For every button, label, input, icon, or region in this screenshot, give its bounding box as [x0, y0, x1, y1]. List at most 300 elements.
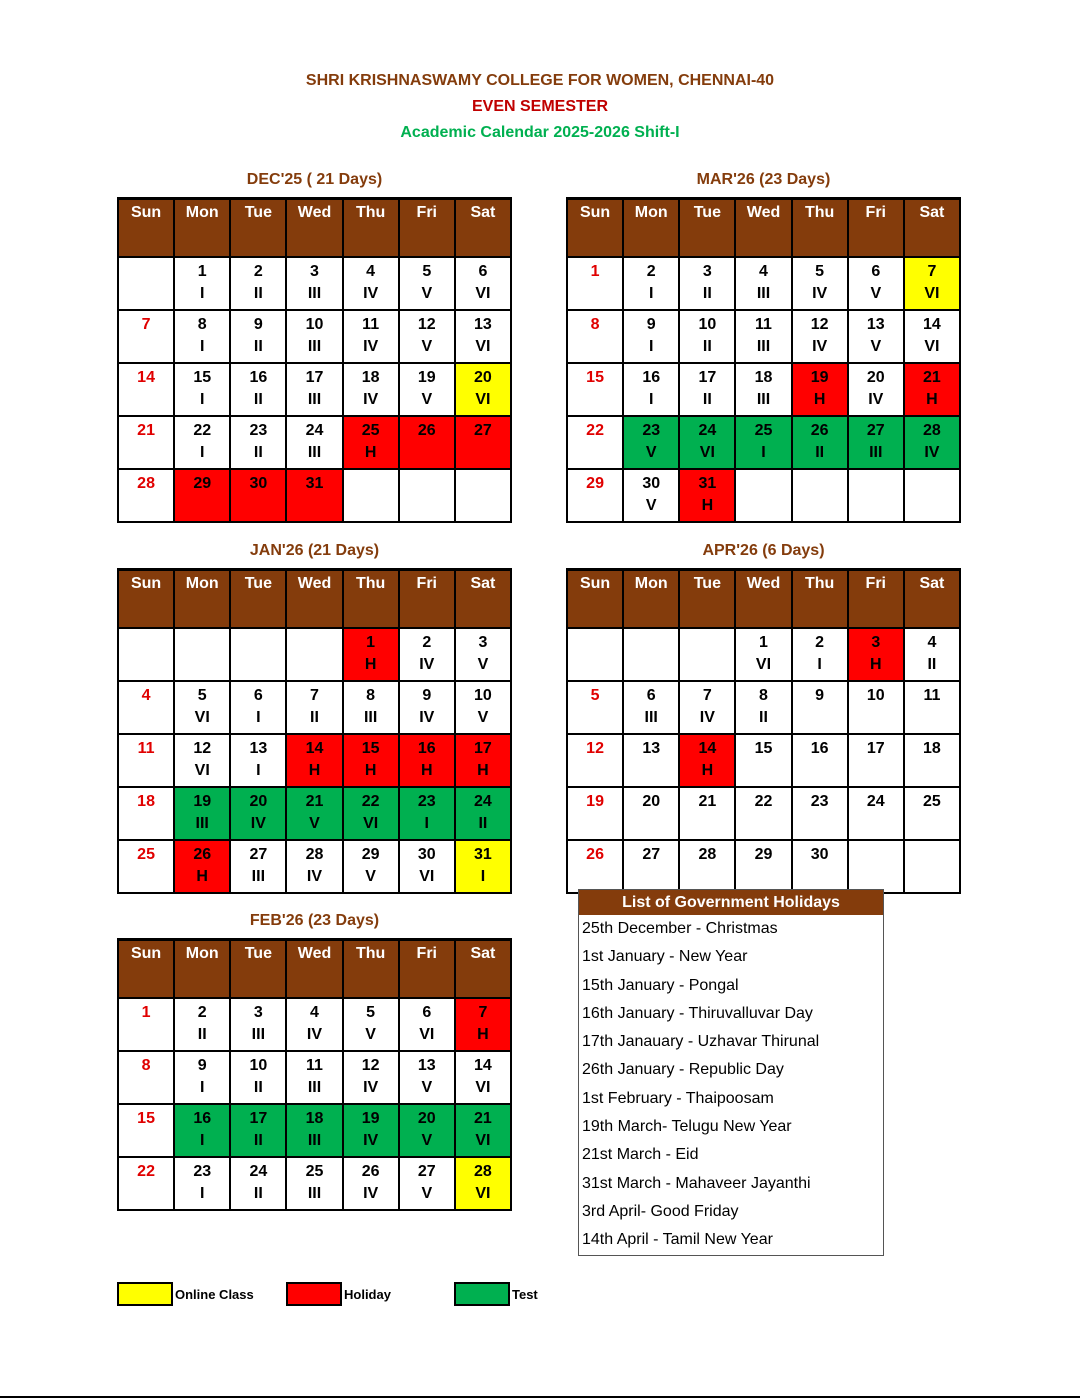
week-row	[567, 416, 960, 469]
day-order	[119, 1077, 173, 1099]
day-number: 19	[361, 1110, 380, 1127]
day-order: IV	[419, 709, 435, 726]
day-number: 20	[866, 369, 885, 386]
day-number: 5	[815, 263, 825, 280]
day-order	[905, 760, 959, 782]
holiday-item: 21st March - Eid	[582, 1146, 699, 1164]
day-cell	[792, 734, 848, 787]
day-order	[400, 442, 454, 464]
day-cell	[118, 1051, 174, 1104]
day-order	[624, 813, 678, 835]
day-number: 21	[923, 369, 941, 386]
day-cell	[230, 1104, 286, 1157]
weekday-header: Tue	[679, 570, 735, 629]
day-number: 16	[249, 369, 268, 386]
day-order: II	[253, 338, 263, 355]
day-cell	[455, 1157, 511, 1210]
day-number: 15	[137, 1110, 155, 1127]
day-number: 6	[253, 687, 263, 704]
day-order: IV	[363, 338, 379, 355]
college-name: SHRI KRISHNASWAMY COLLEGE FOR WOMEN, CHENNAI-40	[305, 72, 775, 89]
day-cell	[679, 628, 735, 681]
day-order: V	[421, 1132, 433, 1149]
day-number: 1	[366, 634, 376, 651]
day-cell	[848, 681, 904, 734]
day-cell	[455, 310, 511, 363]
day-order	[456, 495, 510, 517]
day-order: I	[199, 391, 205, 408]
day-order: IV	[699, 709, 715, 726]
day-cell	[343, 628, 399, 681]
day-order	[905, 866, 959, 888]
day-order	[624, 654, 678, 676]
day-number: 8	[590, 316, 600, 333]
week-row	[567, 840, 960, 893]
day-number: 8	[141, 1057, 151, 1074]
day-order: III	[756, 285, 771, 302]
day-cell	[679, 257, 735, 310]
day-number: 31	[698, 475, 717, 492]
day-number	[456, 473, 510, 495]
holiday-item: 26th January - Republic Day	[582, 1061, 784, 1079]
day-cell	[399, 734, 455, 787]
day-cell	[286, 1157, 342, 1210]
day-number: 21	[474, 1110, 492, 1127]
weekday-header: Mon	[174, 199, 230, 258]
day-order	[344, 495, 398, 517]
day-number: 20	[474, 369, 492, 386]
month-calendar-apr	[566, 542, 961, 894]
day-cell	[343, 1104, 399, 1157]
day-number: 11	[362, 316, 380, 333]
day-order: I	[648, 391, 654, 408]
day-number: 29	[754, 846, 773, 863]
day-cell	[848, 257, 904, 310]
day-number: 22	[586, 422, 604, 439]
day-number: 4	[927, 634, 937, 651]
day-cell	[118, 416, 174, 469]
day-cell	[399, 257, 455, 310]
holiday-item: 17th Janauary - Uzhavar Thirunal	[582, 1033, 820, 1051]
day-order: II	[197, 1026, 207, 1043]
day-cell	[904, 787, 960, 840]
day-order	[568, 760, 622, 782]
day-number: 13	[866, 316, 885, 333]
weekday-header: Sun	[567, 199, 623, 258]
day-number: 4	[310, 1004, 319, 1021]
day-order: V	[645, 444, 657, 461]
day-order: H	[701, 762, 714, 779]
weekday-header: Fri	[399, 940, 455, 999]
day-order: IV	[306, 1026, 323, 1043]
day-number: 1	[197, 263, 207, 280]
day-number: 15	[754, 740, 773, 757]
day-order: VI	[924, 285, 940, 302]
week-row	[118, 681, 511, 734]
day-number: 23	[193, 1163, 212, 1180]
day-cell	[399, 416, 455, 469]
day-order: V	[870, 338, 882, 355]
day-order	[119, 707, 173, 729]
day-cell	[118, 469, 174, 522]
day-cell	[343, 1051, 399, 1104]
day-cell	[286, 1104, 342, 1157]
day-order: VI	[419, 868, 435, 885]
day-cell	[286, 257, 342, 310]
day-order	[119, 389, 173, 411]
day-cell	[455, 628, 511, 681]
day-number: 5	[422, 263, 432, 280]
day-order: VI	[475, 1185, 491, 1202]
day-number: 6	[478, 263, 488, 280]
day-cell	[174, 998, 230, 1051]
day-number: 2	[815, 634, 825, 651]
day-cell	[567, 734, 623, 787]
day-order	[736, 760, 790, 782]
day-order	[568, 866, 622, 888]
day-cell	[792, 469, 848, 522]
day-cell	[118, 681, 174, 734]
day-cell	[848, 363, 904, 416]
day-number: 28	[923, 422, 941, 439]
weekday-header: Fri	[399, 570, 455, 629]
holiday-item: 14th April - Tamil New Year	[582, 1231, 773, 1249]
calendar-grid	[117, 568, 512, 894]
day-number: 12	[810, 316, 829, 333]
day-cell	[286, 310, 342, 363]
day-cell	[343, 840, 399, 893]
day-order	[119, 1024, 173, 1046]
day-cell	[792, 840, 848, 893]
day-order	[568, 389, 622, 411]
day-number: 3	[478, 634, 488, 651]
day-order: H	[477, 762, 489, 779]
day-number: 14	[305, 740, 324, 757]
weekday-header: Mon	[174, 940, 230, 999]
day-number: 10	[305, 316, 324, 333]
day-order	[400, 495, 454, 517]
day-order	[568, 813, 622, 835]
day-number: 1	[141, 1004, 151, 1021]
day-cell	[455, 734, 511, 787]
legend-swatch-yellow	[117, 1282, 173, 1306]
day-cell	[286, 628, 342, 681]
day-number: 28	[474, 1163, 492, 1180]
month-title: MAR'26 (23 Days)	[696, 171, 831, 188]
day-cell	[230, 1157, 286, 1210]
day-cell	[455, 840, 511, 893]
day-order: III	[307, 1132, 322, 1149]
day-number: 25	[361, 422, 380, 439]
day-cell	[735, 310, 791, 363]
calendar-grid	[117, 197, 512, 523]
week-row	[118, 734, 511, 787]
weekday-header: Sun	[118, 199, 174, 258]
day-cell	[567, 628, 623, 681]
day-number: 16	[417, 740, 436, 757]
month-title: FEB'26 (23 Days)	[249, 912, 380, 929]
day-order: II	[702, 391, 712, 408]
day-order: IV	[363, 391, 379, 408]
day-number	[344, 473, 398, 495]
legend-label: Holiday	[344, 1286, 391, 1302]
day-number: 28	[698, 846, 717, 863]
day-number: 8	[197, 316, 207, 333]
day-number: 10	[698, 316, 717, 333]
weekday-header: Wed	[735, 199, 791, 258]
day-cell	[848, 840, 904, 893]
day-order	[119, 442, 173, 464]
day-order: IV	[924, 444, 940, 461]
day-cell	[904, 628, 960, 681]
day-order: VI	[194, 709, 210, 726]
day-number: 24	[866, 793, 885, 810]
day-order: I	[817, 656, 822, 673]
week-row	[118, 787, 511, 840]
day-number: 7	[927, 263, 937, 280]
month-calendar-mar	[566, 171, 961, 523]
day-cell	[735, 469, 791, 522]
day-cell	[286, 787, 342, 840]
day-order	[119, 336, 173, 358]
legend-label: Test	[512, 1286, 538, 1302]
weekday-header: Tue	[230, 570, 286, 629]
day-order: I	[199, 1079, 205, 1096]
day-order: H	[477, 1026, 489, 1043]
day-order: IV	[250, 815, 266, 832]
week-row	[118, 1051, 511, 1104]
day-order	[849, 495, 903, 517]
week-row	[118, 310, 511, 363]
day-order: H	[869, 656, 882, 673]
day-number: 27	[642, 846, 661, 863]
holiday-item: 19th March- Telugu New Year	[582, 1118, 792, 1136]
day-cell	[343, 363, 399, 416]
day-cell	[455, 469, 511, 522]
day-cell	[174, 1104, 230, 1157]
day-number: 17	[474, 740, 492, 757]
day-number: 2	[197, 1004, 207, 1021]
day-number: 1	[590, 263, 600, 280]
day-number: 28	[305, 846, 324, 863]
day-order: II	[253, 1079, 263, 1096]
day-cell	[230, 416, 286, 469]
day-cell	[623, 363, 679, 416]
weekday-header: Fri	[399, 199, 455, 258]
day-cell	[230, 310, 286, 363]
day-number: 23	[417, 793, 436, 810]
day-number: 24	[474, 793, 492, 810]
day-order: VI	[475, 285, 491, 302]
day-cell	[286, 998, 342, 1051]
day-number	[849, 844, 903, 866]
day-cell	[230, 787, 286, 840]
day-cell	[399, 310, 455, 363]
day-cell	[455, 787, 511, 840]
day-number: 26	[361, 1163, 380, 1180]
day-number: 11	[923, 687, 941, 704]
day-cell	[848, 416, 904, 469]
day-order	[793, 866, 847, 888]
day-number: 15	[586, 369, 604, 386]
day-order: IV	[363, 285, 379, 302]
day-cell	[286, 1051, 342, 1104]
day-cell	[399, 998, 455, 1051]
day-cell	[623, 257, 679, 310]
day-cell	[455, 1051, 511, 1104]
day-cell	[735, 787, 791, 840]
day-order: VI	[699, 444, 715, 461]
day-number: 4	[141, 687, 151, 704]
weekday-header: Mon	[174, 570, 230, 629]
day-cell	[792, 310, 848, 363]
day-cell	[455, 1104, 511, 1157]
week-row	[567, 734, 960, 787]
day-cell	[455, 998, 511, 1051]
legend-holiday	[286, 1281, 391, 1307]
day-number	[736, 473, 790, 495]
weekday-header: Sat	[455, 199, 511, 258]
day-number: 2	[422, 634, 432, 651]
day-order: I	[648, 338, 654, 355]
day-cell	[230, 628, 286, 681]
day-cell	[174, 734, 230, 787]
day-order	[736, 813, 790, 835]
day-order: H	[813, 391, 826, 408]
day-order: I	[199, 1132, 205, 1149]
day-number	[680, 632, 734, 654]
day-order: II	[815, 444, 825, 461]
day-number: 2	[646, 263, 656, 280]
month-calendar-dec	[117, 171, 512, 523]
day-cell	[792, 681, 848, 734]
day-number: 19	[193, 793, 212, 810]
day-order	[905, 495, 959, 517]
day-order: VI	[363, 815, 379, 832]
day-number	[624, 632, 678, 654]
day-cell	[118, 1104, 174, 1157]
day-number: 29	[586, 475, 604, 492]
day-number: 20	[642, 793, 661, 810]
day-cell	[904, 734, 960, 787]
day-number: 13	[642, 740, 661, 757]
day-number	[231, 632, 285, 654]
day-cell	[735, 681, 791, 734]
day-order: II	[310, 709, 319, 726]
day-order: IV	[306, 868, 323, 885]
month-calendar-jan	[117, 542, 512, 894]
day-order: III	[251, 868, 266, 885]
day-order: III	[307, 338, 322, 355]
day-cell	[399, 840, 455, 893]
weekday-header: Tue	[679, 199, 735, 258]
day-order	[905, 813, 959, 835]
day-order: III	[307, 391, 322, 408]
day-order	[849, 813, 903, 835]
day-cell	[399, 469, 455, 522]
weekday-header: Wed	[286, 940, 342, 999]
weekday-header: Thu	[792, 199, 848, 258]
day-order	[849, 760, 903, 782]
day-number: 27	[249, 846, 268, 863]
week-row	[118, 257, 511, 310]
day-number: 14	[474, 1057, 492, 1074]
day-cell	[118, 1157, 174, 1210]
week-row	[567, 787, 960, 840]
day-cell	[174, 257, 230, 310]
day-number: 10	[866, 687, 885, 704]
day-cell	[230, 734, 286, 787]
day-number: 5	[590, 687, 600, 704]
day-cell	[174, 681, 230, 734]
day-order: I	[256, 709, 261, 726]
day-cell	[286, 681, 342, 734]
day-number	[119, 632, 173, 654]
day-order: VI	[755, 656, 772, 673]
day-cell	[567, 363, 623, 416]
day-order: I	[648, 285, 654, 302]
day-number: 20	[417, 1110, 436, 1127]
day-number: 27	[417, 1163, 436, 1180]
day-number	[400, 473, 454, 495]
day-cell	[904, 310, 960, 363]
day-cell	[679, 840, 735, 893]
day-order: VI	[475, 1132, 491, 1149]
day-order: H	[420, 762, 433, 779]
day-cell	[679, 681, 735, 734]
day-cell	[230, 363, 286, 416]
day-cell	[455, 416, 511, 469]
day-order: IV	[812, 338, 828, 355]
day-cell	[286, 469, 342, 522]
day-number	[568, 632, 622, 654]
day-number: 9	[646, 316, 656, 333]
day-number: 4	[759, 263, 768, 280]
day-order: VI	[475, 391, 491, 408]
day-order	[119, 495, 173, 517]
day-order	[175, 495, 229, 517]
day-cell	[735, 416, 791, 469]
day-number: 12	[193, 740, 212, 757]
day-order: III	[195, 815, 209, 832]
holiday-item: 3rd April- Good Friday	[582, 1202, 739, 1220]
legend-test	[454, 1281, 538, 1307]
day-order	[793, 495, 847, 517]
day-order	[568, 495, 622, 517]
day-cell	[343, 681, 399, 734]
day-order: V	[645, 497, 657, 514]
weekday-header: Mon	[623, 199, 679, 258]
day-order	[119, 283, 173, 305]
day-order	[680, 813, 734, 835]
day-number: 7	[702, 687, 712, 704]
calendar-grid	[566, 568, 961, 894]
day-cell	[343, 1157, 399, 1210]
day-order: III	[869, 444, 883, 461]
day-number: 24	[305, 422, 324, 439]
day-order: H	[364, 762, 377, 779]
day-cell	[904, 681, 960, 734]
day-cell	[623, 681, 679, 734]
day-number: 11	[755, 316, 772, 333]
day-number: 25	[305, 1163, 324, 1180]
day-number: 12	[361, 1057, 380, 1074]
weekday-header: Sat	[455, 570, 511, 629]
day-number: 19	[810, 369, 829, 386]
holiday-item: 1st February - Thaipoosam	[582, 1089, 774, 1107]
holidays-list-title: List of Government Holidays	[579, 890, 883, 915]
weekday-header: Sun	[118, 940, 174, 999]
